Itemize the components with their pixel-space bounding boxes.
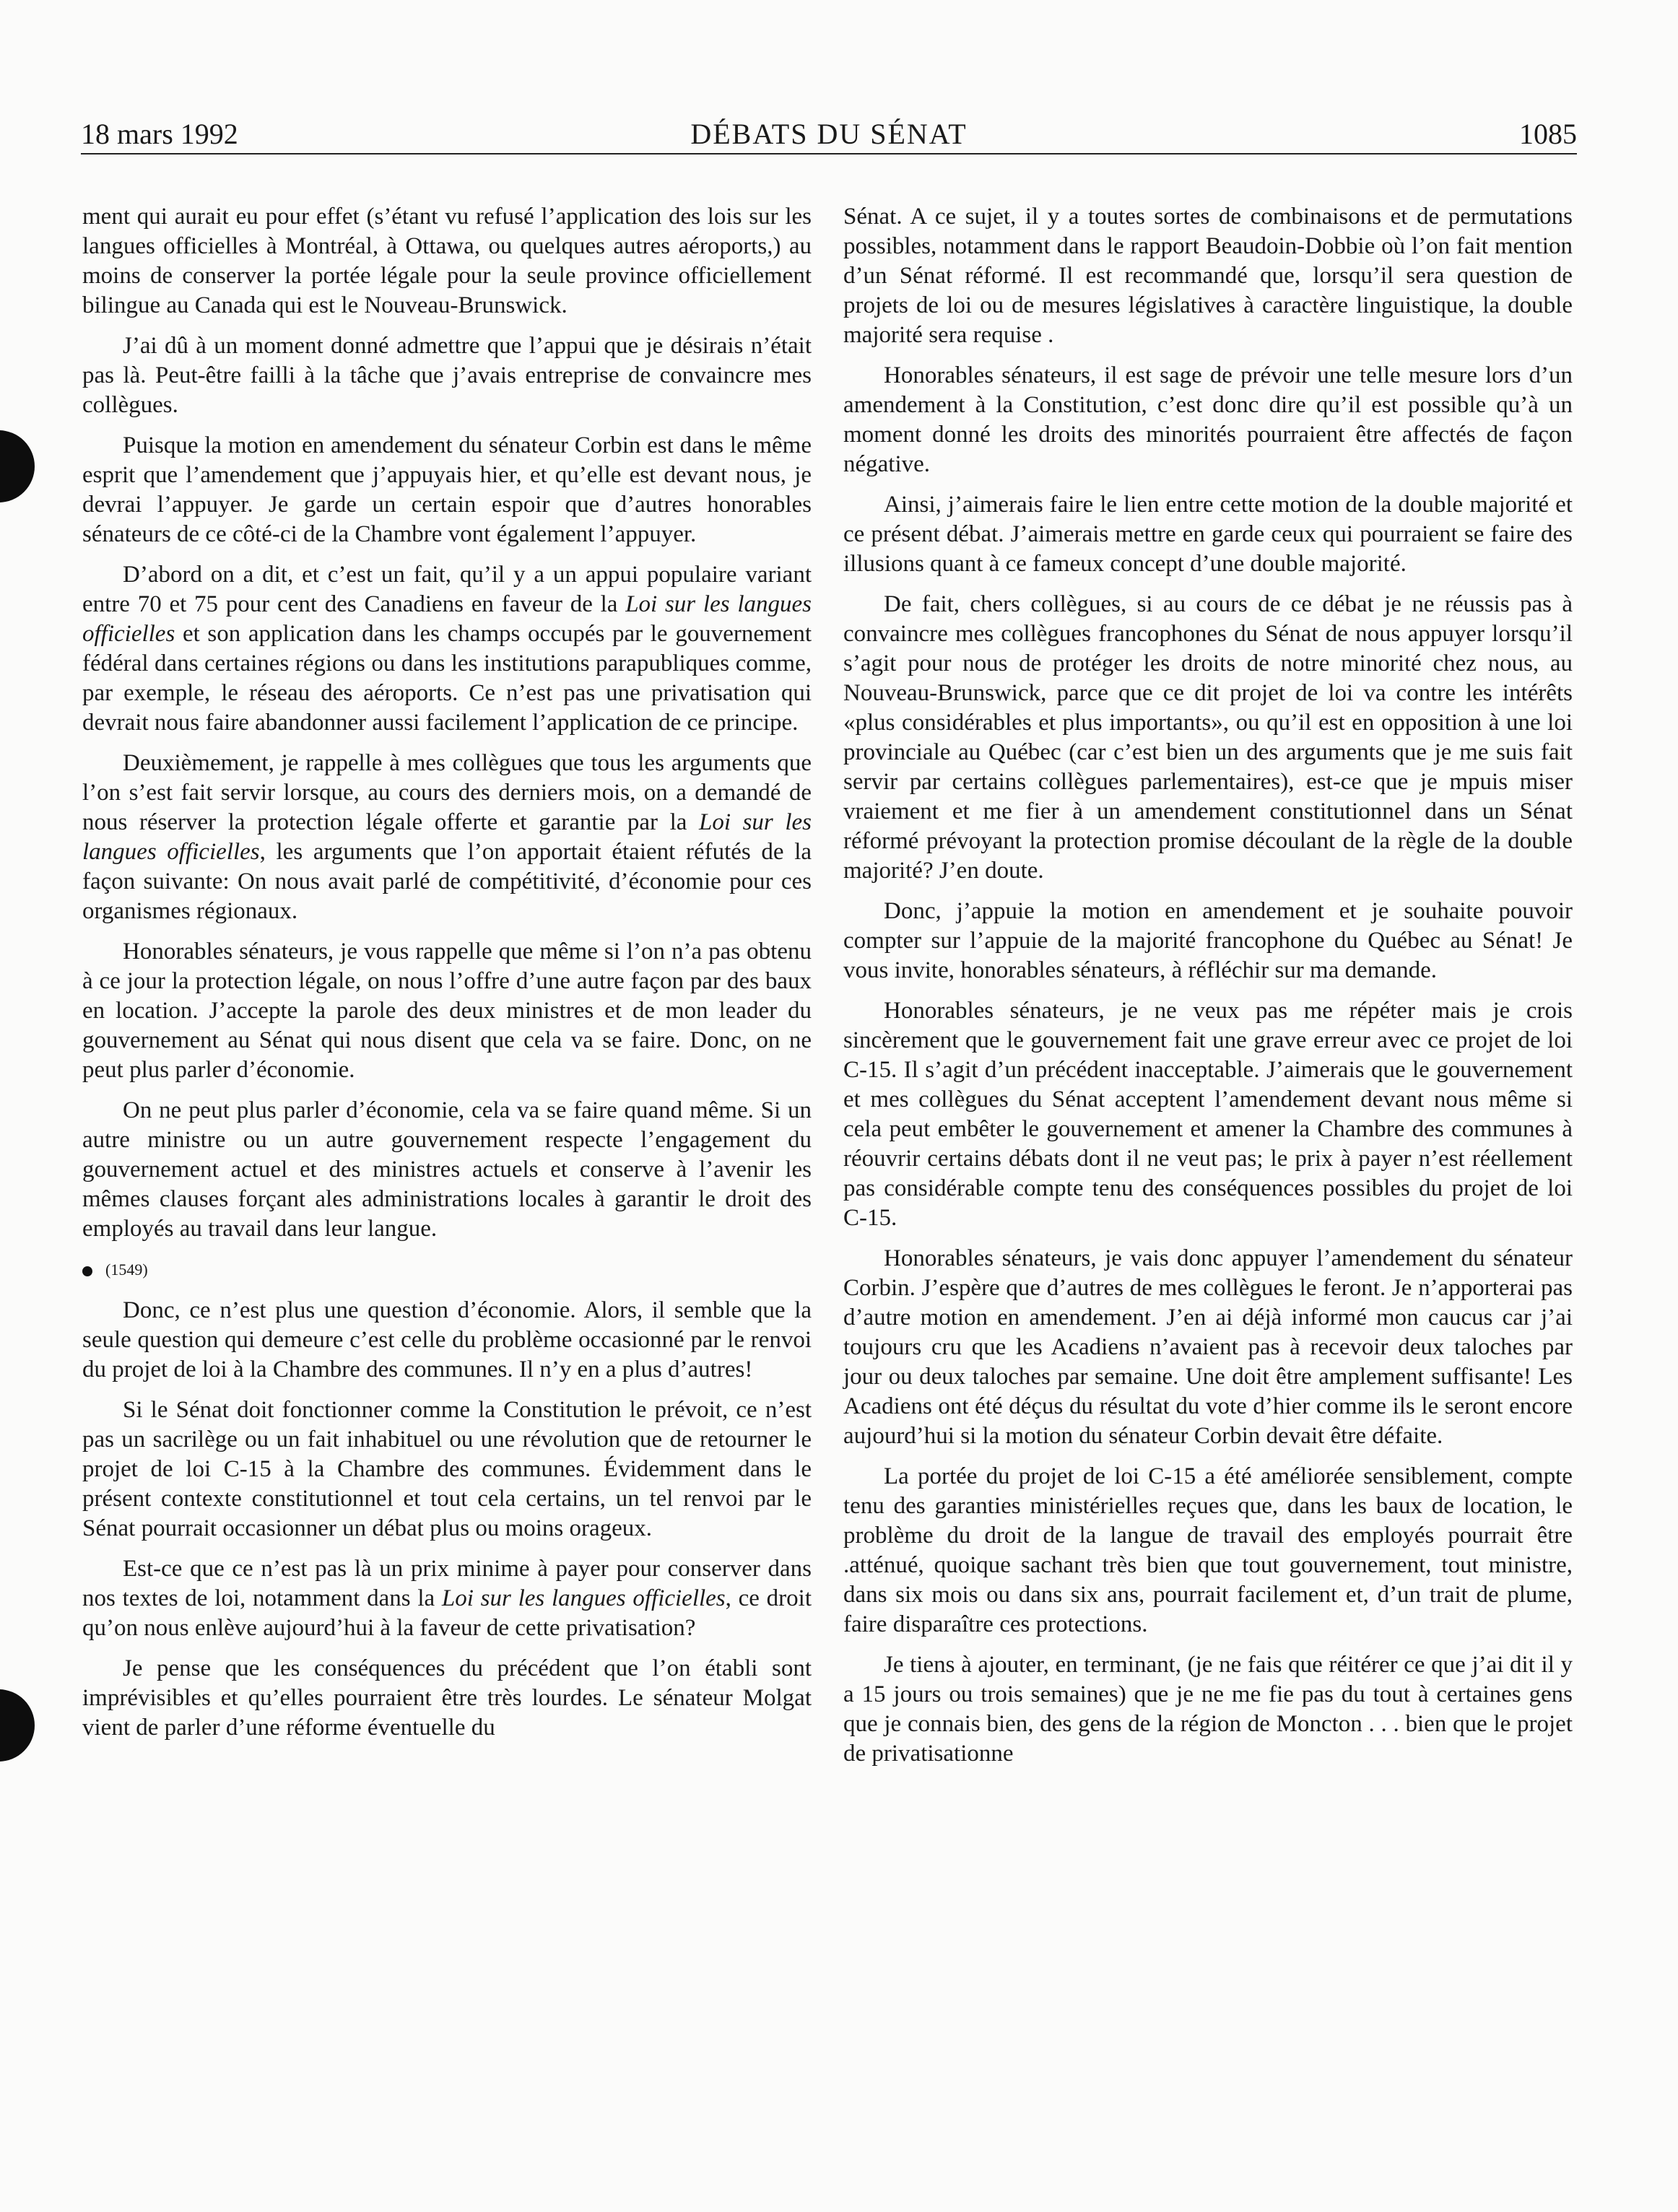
bullet-icon: [82, 1266, 92, 1276]
paragraph: ment qui aurait eu pour effet (s’étant vu refusé l’application des lois sur les langues officielles à Montréal, à Ottawa, ou quelques autres aéroports,) au moins de conserver la portée légale pour la seule province officiellement bilingue au Canada qui est le Nouveau-Brunswick.: [82, 204, 812, 318]
paragraph: Honorables sénateurs, il est sage de prévoir une telle mesure lors d’un amendement à la Constitution, c’est donc dire qu’il est possible qu’à un moment donné les droits des minorités pourraient être affectés de façon négative.: [843, 362, 1573, 477]
paragraph: Sénat. A ce sujet, il y a toutes sortes de combinaisons et de permutations possibles, notamment dans le rapport Beaudoin-Dobbie où l’on fait mention d’un Sénat réformé. Il est recommandé que, lorsqu’il sera question de projets de loi ou de mesures législatives à caractère linguistique, la double majorité sera requise .: [843, 204, 1573, 348]
paragraph: De fait, chers collègues, si au cours de ce débat je ne réussis pas à convaincre mes collègues francophones du Sénat de nous appuyer lorsqu’il s’agit pour nous de protéger les droits de notre minorité chez nous, au Nouveau-Brunswick, parce que ce dit projet de loi va contre les intérêts «plus considérables et plus importants», ou qu’il est en opposition à une loi provinciale au Québec (car c’est bien un des arguments que je me suis fait servir par certains collègues parlementaires), est-ce que je mpuis miser vraiement et me fier à un amendement constitutionnel dans un Sénat réformé prévoyant la protection promise découlant de la règle de la double majorité? J’en doute.: [843, 591, 1573, 884]
header-title: DÉBATS DU SÉNAT: [690, 118, 968, 150]
paragraph: Donc, ce n’est plus une question d’économie. Alors, il semble que la seule question qui demeure c’est celle du problème occasionné par le renvoi du projet de loi à la Chambre des communes. Il n’y en a plus d’autres!: [82, 1297, 812, 1382]
binder-hole: [0, 430, 35, 502]
act-title: Loi sur les langues officielles: [441, 1585, 726, 1611]
paragraph: [82, 1554, 812, 1643]
right-column: [843, 202, 1573, 1780]
paragraph: Donc, j’appuie la motion en amendement et je souhaite pouvoir compter sur l’appuie de la majorité francophone du Québec au Sénat! Je vous invite, honorables sénateurs, à réfléchir sur ma demande.: [843, 898, 1573, 983]
paragraph: [82, 560, 812, 738]
paragraph-text: , ce droit qu’on nous enlève aujourd’hui à la faveur de cette privatisation?: [82, 1585, 812, 1641]
paragraph-text: Deuxièmement, je rappelle à mes collègues que tous les arguments que l’on s’est fait servir lorsque, au cours des derniers mois, on a demandé de nous réserver la protection légale offerte et garantie par la: [82, 750, 812, 835]
paragraph-text: et son application dans les champs occupés par le gouvernement fédéral dans certaines régions ou dans les institutions parapubliques comme, par exemple, le réseau des aéroports. Ce n’est pas une privatisation qui devrait nous faire abandonner aussi facilement l’application de ce principe.: [82, 621, 812, 736]
binder-hole: [0, 1689, 35, 1762]
paragraph: Puisque la motion en amendement du sénateur Corbin est dans le même esprit que l’amendement que j’appuyais hier, et qu’elle est devant nous, je devrai l’appuyer. Je garde un certain espoir que d’autres honorables sénateurs de ce côté-ci de la Chambre vont également l’appuyer.: [82, 432, 812, 547]
paragraph: Si le Sénat doit fonctionner comme la Constitution le prévoit, ce n’est pas un sacrilège ou un fait inhabituel ou une révolution que de retourner le projet de loi C-15 à la Chambre des communes. Évidemment dans le présent contexte constitutionnel et tout cela certains, un tel renvoi par le Sénat pourrait occasionner un débat plus ou moins orageux.: [82, 1397, 812, 1541]
paragraph-text: D’abord on a dit, et c’est un fait, qu’il y a un appui populaire variant entre 70 et 75 pour cent des Canadiens en faveur de la: [82, 562, 812, 617]
paragraph: [82, 749, 812, 926]
paragraph: Honorables sénateurs, je vais donc appuyer l’amendement du sénateur Corbin. J’espère que d’autres de mes collègues le feront. Je n’apporterai pas d’autre motion en amendement. J’en ai déjà informé mon caucus car j’ai toujours cru que les Acadiens n’avaient pas à recevoir deux taloches par jour ou deux taloches par semaine. Une doit être amplement suffisante! Les Acadiens ont été déçus du résultat du vote d’hier comme ils le seront encore aujourd’hui si la motion du sénateur Corbin devait être défaite.: [843, 1245, 1573, 1449]
paragraph: Je pense que les conséquences du précédent que l’on établi sont imprévisibles et qu’elles pourraient être très lourdes. Le sénateur Molgat vient de parler d’une réforme éventuelle du: [82, 1655, 812, 1741]
paragraph: Je tiens à ajouter, en terminant, (je ne fais que réitérer ce que j’ai dit il y a 15 jours ou trois semaines) que je ne me fie pas du tout à certaines gens que je connais bien, des gens de la région de Moncton . . . bien que le projet de privatisationne: [843, 1652, 1573, 1767]
act-title: Loi sur les langues officielles: [82, 591, 812, 647]
paragraph-text: , les arguments que l’on apportait étaient réfutés de la façon suivante: On nous avait parlé de compétitivité, d’économie pour ces organismes régionaux.: [82, 839, 812, 924]
paragraph: J’ai dû à un moment donné admettre que l’appui que je désirais n’était pas là. Peut-être failli à la tâche que j’avais entreprise de convaincre mes collègues.: [82, 333, 812, 418]
timestamp-marker: [82, 1255, 812, 1284]
paragraph-text: Est-ce que ce n’est pas là un prix minime à payer pour conserver dans nos textes de loi, notamment dans la: [82, 1556, 812, 1611]
page-number: 1085: [1519, 118, 1577, 150]
act-title: Loi sur les langues officielles: [82, 809, 812, 865]
left-column: [82, 202, 812, 1754]
paragraph: On ne peut plus parler d’économie, cela va se faire quand même. Si un autre ministre ou un autre gouvernement respecte l’engagement du gouvernement actuel et des ministres actuels et conserve à l’avenir les mêmes clauses forçant ales administrations locales à garantir le droit des employés au travail dans leur langue.: [82, 1097, 812, 1242]
timestamp: (1549): [105, 1260, 148, 1279]
paragraph: Honorables sénateurs, je vous rappelle que même si l’on n’a pas obtenu à ce jour la protection légale, on nous l’offre d’une autre façon par des baux en location. J’accepte la parole des deux ministres et de mon leader du gouvernement au Sénat qui nous disent que cela va se faire. Donc, on ne peut plus parler d’économie.: [82, 939, 812, 1083]
paragraph: La portée du projet de loi C-15 a été améliorée sensiblement, compte tenu des garanties ministérielles reçues que, dans les baux de location, le problème du droit de la langue de travail des employés pourrait être .atténué, quoique sachant très bien que tout gouvernement, tout ministre, dans six mois ou dans six ans, pourrait facilement et, d’un trait de plume, faire disparaître ces protections.: [843, 1463, 1573, 1637]
header-date: 18 mars 1992: [81, 118, 238, 150]
paragraph: Ainsi, j’aimerais faire le lien entre cette motion de la double majorité et ce présent débat. J’aimerais mettre en garde ceux qui pourraient se faire des illusions quant à ce fameux concept d’une double majorité.: [843, 492, 1573, 577]
paragraph: Honorables sénateurs, je ne veux pas me répéter mais je crois sincèrement que le gouvernement fait une grave erreur avec ce projet de loi C-15. Il s’agit d’un précédent inacceptable. J’aimerais que le gouvernement et mes collègues du Sénat acceptent l’amendement devant nous même si cela peut embêter le gouvernement et amener la Chambre des communes à réouvrir certains débats dont il ne veut pas; le prix à payer n’est réellement pas considérable compte tenu des conséquences possibles du projet de loi C-15.: [843, 998, 1573, 1231]
page-header: [81, 108, 1577, 154]
